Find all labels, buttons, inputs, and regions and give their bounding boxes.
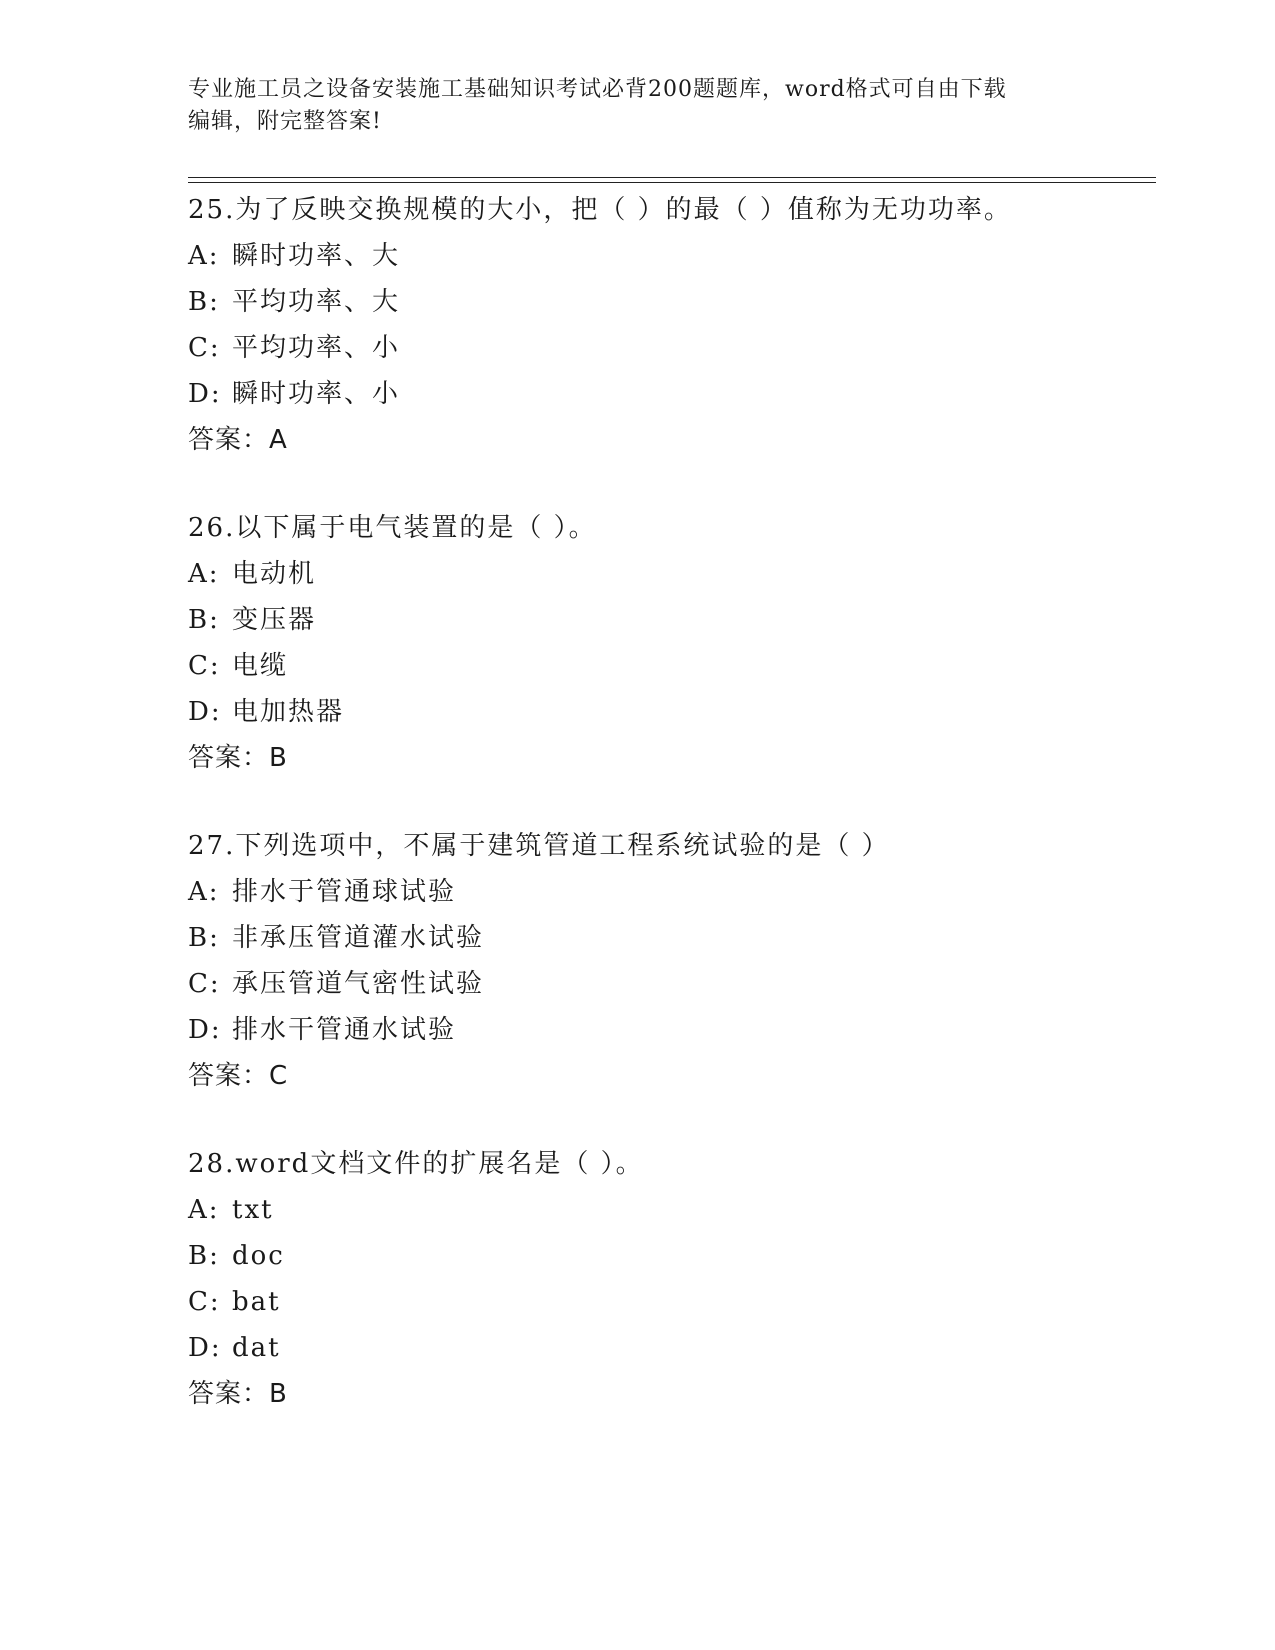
option-key: A: [188,241,220,271]
option-text: 承压管道气密性试验 [232,969,485,999]
option-a [188,1187,1168,1233]
option-text: 电缆 [232,651,289,681]
option-key: D: [188,1015,222,1045]
option-key: B: [188,1241,220,1271]
option-text: 平均功率、小 [232,333,401,363]
option-key: B: [188,287,220,317]
question-stem: 26.以下属于电气装置的是（ ）。 [188,513,597,543]
option-text: doc [232,1241,285,1271]
option-b [188,1233,1168,1279]
option-d [188,371,1168,417]
question-27 [188,823,1168,1099]
answer-line: 答案：B [188,1379,288,1409]
option-text: 变压器 [232,605,317,635]
header-divider-top [188,177,1156,178]
answer-line: 答案：B [188,743,288,773]
option-key: C: [188,1287,221,1317]
option-c [188,325,1168,371]
header-line-2: 编辑，附完整答案! [188,109,382,134]
option-text: txt [232,1195,274,1225]
option-d [188,1325,1168,1371]
option-key: C: [188,333,221,363]
option-key: D: [188,1333,222,1363]
answer-line: 答案：C [188,1061,289,1091]
question-stem: 28.word文档文件的扩展名是（ ）。 [188,1149,644,1179]
option-text: 电加热器 [232,697,345,727]
option-text: dat [232,1333,281,1363]
option-text: 电动机 [232,559,317,589]
option-text: 瞬时功率、大 [232,241,401,271]
option-b [188,597,1168,643]
option-a [188,233,1168,279]
option-key: B: [188,923,220,953]
option-text: 瞬时功率、小 [232,379,401,409]
header-line-1: 专业施工员之设备安装施工基础知识考试必背200题题库，word格式可自由下载 [188,77,1007,102]
option-key: A: [188,877,220,907]
option-key: C: [188,969,221,999]
question-stem: 25.为了反映交换规模的大小，把（ ）的最（ ）值称为无功功率。 [188,195,1012,225]
option-d [188,689,1168,735]
option-text: 平均功率、大 [232,287,401,317]
option-key: A: [188,559,220,589]
option-key: B: [188,605,220,635]
header-divider-bottom [188,182,1156,183]
answer-line: 答案：A [188,425,288,455]
option-text: 排水干管通水试验 [232,1015,457,1045]
option-b [188,279,1168,325]
option-key: A: [188,1195,220,1225]
question-26 [188,505,1168,781]
question-28 [188,1141,1168,1417]
option-a [188,551,1168,597]
option-key: C: [188,651,221,681]
option-key: D: [188,379,222,409]
option-d [188,1007,1168,1053]
option-text: 非承压管道灌水试验 [232,923,485,953]
option-b [188,915,1168,961]
option-c [188,961,1168,1007]
option-text: bat [232,1287,281,1317]
question-25 [188,187,1168,463]
option-c [188,1279,1168,1325]
option-c [188,643,1168,689]
option-text: 排水于管通球试验 [232,877,457,907]
option-a [188,869,1168,915]
option-key: D: [188,697,222,727]
document-header [188,74,1088,138]
question-stem: 27.下列选项中，不属于建筑管道工程系统试验的是（ ） [188,831,890,861]
